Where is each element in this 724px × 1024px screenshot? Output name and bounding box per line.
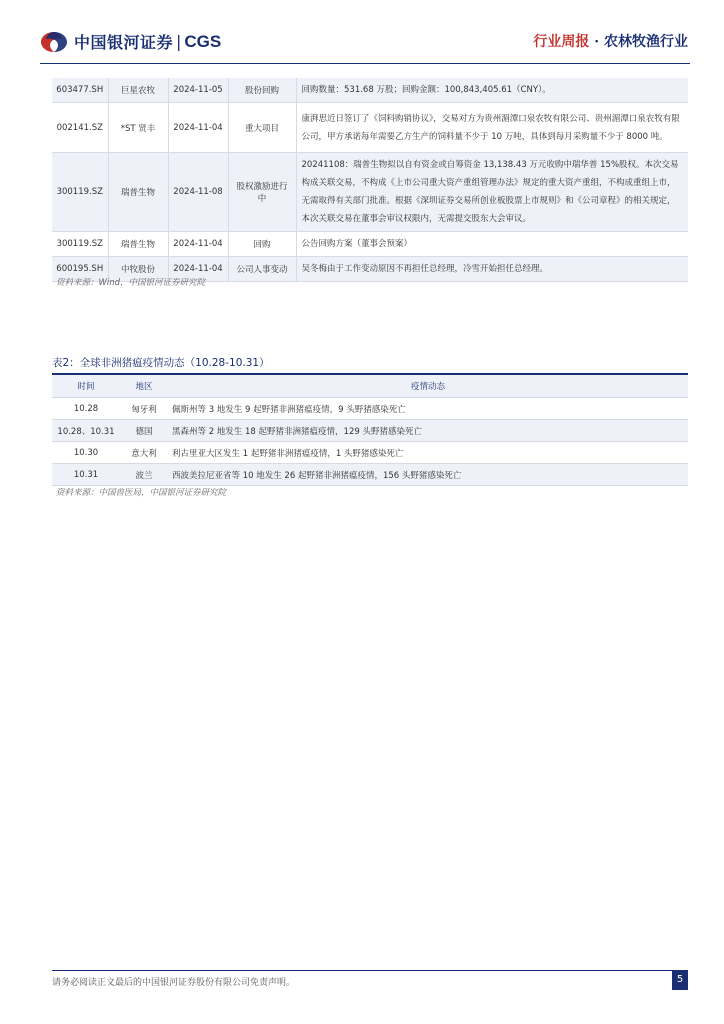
outbreak-time: 10.31 (52, 464, 120, 486)
footer-divider (52, 970, 688, 971)
announcement-date: 2024-11-08 (168, 153, 228, 232)
announcement-content: 20241108：瑞普生物拟以自有资金或自筹资金 13,138.43 万元收购中瑞华普 15%股权。本次交易构成关联交易，不构成《上市公司重大资产重组管理办法》规定的重大资产重组，不构成重组上市，无需取得有关部门批准。根据《深圳证券交易所创业板股票上市规则》和《公司章程》的相关规定，本次关联交易在董事会审议权限内，无需提交股东大会审议。 (296, 153, 688, 232)
table-row (52, 78, 688, 103)
stock-code: 002141.SZ (52, 103, 108, 153)
outbreak-content: 黑森州等 2 地发生 18 起野猪非洲猪瘟疫情，129 头野猪感染死亡 (168, 420, 688, 442)
announcement-type: 重大项目 (228, 103, 296, 153)
outbreak-region: 匈牙利 (120, 398, 168, 420)
industry-name: 农林牧渔行业 (604, 34, 688, 50)
footer-disclaimer: 请务必阅读正文最后的中国银河证券股份有限公司免责声明。 (52, 978, 296, 988)
announcement-type: 回购 (228, 232, 296, 257)
announcement-content: 康湃思近日签订了《饲料购销协议》，交易对方为贵州湄潭口泉农牧有限公司、贵州湄潭口泉农牧有限公司，甲方承诺每年需要乙方生产的饲料量不少于 10 万吨，具体到每月采购量不少于 8000 吨。 (296, 103, 688, 153)
report-separator: · (589, 34, 604, 50)
brand-logo (40, 30, 221, 53)
announcement-type: 股权激励进行中 (228, 153, 296, 232)
table2-caption: 表2：全球非洲猪瘟疫情动态（10.28-10.31） (52, 357, 270, 369)
outbreak-region: 德国 (120, 420, 168, 442)
company-name: 中牧股份 (108, 257, 168, 282)
table-row (52, 103, 688, 153)
announcement-content: 回购数量：531.68 万股；回购金额：100,843,405.61（CNY）。 (296, 78, 688, 103)
announcement-date: 2024-11-04 (168, 257, 228, 282)
stock-code: 603477.SH (52, 78, 108, 103)
stock-code: 300119.SZ (52, 232, 108, 257)
company-name: 瑞普生物 (108, 153, 168, 232)
report-type-label (533, 31, 688, 51)
announcement-content: 公告回购方案（董事会预案） (296, 232, 688, 257)
outbreak-region: 意大利 (120, 442, 168, 464)
outbreak-content: 佩斯州等 3 地发生 9 起野猪非洲猪瘟疫情，9 头野猪感染死亡 (168, 398, 688, 420)
table-row (52, 232, 688, 257)
brand-name-en: CGS (184, 31, 222, 51)
company-name: *ST 贤丰 (108, 103, 168, 153)
brand-logo-icon (40, 31, 68, 53)
outbreak-time: 10.28 (52, 398, 120, 420)
header-divider (40, 63, 690, 64)
table-row (52, 398, 688, 420)
table-row (52, 464, 688, 486)
brand-separator: | (176, 32, 182, 51)
announcement-date: 2024-11-05 (168, 78, 228, 103)
announcement-date: 2024-11-04 (168, 232, 228, 257)
column-header-region: 地区 (120, 374, 168, 398)
outbreak-content: 利古里亚大区发生 1 起野猪非洲猪瘟疫情，1 头野猪感染死亡 (168, 442, 688, 464)
announcement-type: 股份回购 (228, 78, 296, 103)
page-number: 5 (672, 970, 688, 990)
stock-code: 300119.SZ (52, 153, 108, 232)
outbreak-region: 波兰 (120, 464, 168, 486)
announcements-table (52, 78, 688, 282)
asf-outbreak-table (52, 373, 688, 486)
outbreak-time: 10.28、10.31 (52, 420, 120, 442)
table-row (52, 442, 688, 464)
brand-name-cn: 中国银河证券 (74, 33, 174, 52)
company-name: 瑞普生物 (108, 232, 168, 257)
table-row (52, 153, 688, 232)
company-name: 巨星农牧 (108, 78, 168, 103)
column-header-time: 时间 (52, 374, 120, 398)
page-header (0, 0, 724, 60)
report-type: 行业周报 (533, 34, 590, 50)
table2-source: 资料来源：中国兽医局，中国银河证券研究院 (56, 488, 227, 498)
outbreak-time: 10.30 (52, 442, 120, 464)
table-row (52, 420, 688, 442)
stock-code: 600195.SH (52, 257, 108, 282)
announcement-content: 吴冬梅由于工作变动原因不再担任总经理，冷雪开始担任总经理。 (296, 257, 688, 282)
announcement-type: 公司人事变动 (228, 257, 296, 282)
table-header-row (52, 374, 688, 398)
table1-source: 资料来源：Wind，中国银河证券研究院 (56, 278, 206, 288)
announcement-date: 2024-11-04 (168, 103, 228, 153)
column-header-content: 疫情动态 (168, 374, 688, 398)
outbreak-content: 西波美拉尼亚省等 10 地发生 26 起野猪非洲猪瘟疫情，156 头野猪感染死亡 (168, 464, 688, 486)
